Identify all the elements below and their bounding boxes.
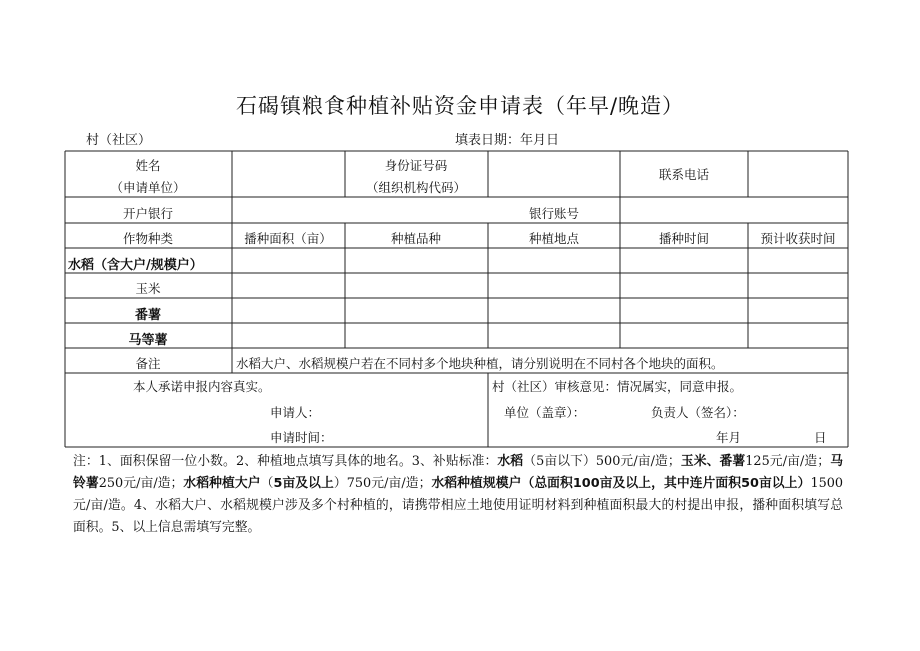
village-label: 村（社区） (86, 133, 152, 148)
account-label: 银行账号 (528, 206, 580, 221)
applicant-label: 申请人： (270, 405, 321, 420)
unit-seal-label: 单位（盖章）： (504, 405, 586, 420)
review-date-d: 日 (814, 430, 827, 445)
header-location: 种植地点 (528, 231, 580, 246)
name-field[interactable] (233, 152, 344, 196)
fill-date-label: 填表日期：年月日 (455, 133, 560, 148)
phone-field[interactable] (749, 152, 847, 196)
phone-label: 联系电话 (658, 167, 710, 182)
bank-field[interactable] (233, 198, 487, 222)
form-notes: 注：1、面积保留一位小数。2、种植地点填写具体的地名。3、补贴标准：水稻（5亩以下）500元/亩/造；玉米、番薯125元/亩/造；马铃薯250元/亩/造；水稻种植大户（5亩及以上）750元/亩/造；水稻种植规模户（总面积100亩及以上，其中连片面积50亩以上）1500元/亩/造。4、水稻大户、水稻规模户涉及多个村种植的，请携带相应土地使用证明材料到种植面积最大的村提出申报，播种面积填写总面积。5、以上信息需填写完整。 (73, 454, 844, 535)
responsible-person-label: 负责人（签名）： (651, 405, 745, 420)
header-variety: 种植品种 (390, 231, 442, 246)
name-label: 姓名 (135, 158, 161, 173)
id-number-field[interactable] (489, 152, 619, 196)
header-sowing-time: 播种时间 (658, 231, 710, 246)
remark-label: 备注 (135, 356, 161, 371)
header-crop-type: 作物种类 (122, 231, 174, 246)
form-title: 石碣镇粮食种植补贴资金申请表（年早/晚造） (235, 94, 685, 118)
crop-corn: 玉米 (135, 281, 161, 296)
review-opinion: 村（社区）审核意见：情况属实，同意申报。 (492, 379, 743, 394)
crop-potato: 马等薯 (128, 333, 168, 348)
id-number-label: 身份证号码 (384, 158, 448, 173)
header-harvest-time: 预计收获时间 (760, 231, 836, 246)
crop-sweet-potato: 番薯 (134, 308, 162, 323)
review-date-ym: 年月 (716, 430, 742, 445)
header-sowing-area: 播种面积（亩） (244, 231, 332, 246)
bank-label: 开户银行 (122, 206, 174, 221)
pledge-statement: 本人承诺申报内容真实。 (133, 379, 271, 394)
account-field[interactable] (621, 198, 847, 222)
crop-rice: 水稻（含大户/规模户） (68, 258, 203, 273)
id-number-sub-label: （组织机构代码） (365, 180, 467, 195)
remark-text: 水稻大户、水稻规模户若在不同村多个地块种植，请分别说明在不同村各个地块的面积。 (236, 356, 724, 371)
name-sub-label: （申请单位） (110, 180, 186, 195)
applicant-time-label: 申请时间： (270, 430, 333, 445)
